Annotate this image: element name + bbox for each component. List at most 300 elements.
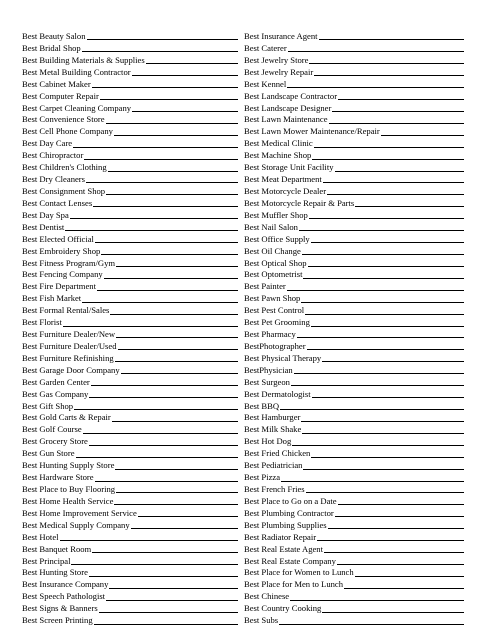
write-in-line[interactable]	[114, 135, 238, 136]
ballot-entry	[22, 67, 238, 79]
ballot-entry	[22, 293, 238, 305]
category-label: Best Hotel	[22, 531, 59, 542]
write-in-line[interactable]	[322, 361, 464, 362]
write-in-line[interactable]	[303, 278, 464, 279]
write-in-line[interactable]	[311, 326, 464, 327]
category-label: Best Optometrist	[244, 269, 303, 280]
category-label: Best Insurance Agent	[244, 30, 318, 41]
category-label: Best Motorcycle Dealer	[244, 185, 327, 196]
right-ballot-column	[244, 31, 464, 627]
write-in-line[interactable]	[95, 481, 238, 482]
ballot-entry	[244, 174, 464, 186]
category-label: Best Pawn Shop	[244, 293, 301, 304]
ballot-entry	[244, 532, 464, 544]
ballot-entry	[22, 138, 238, 150]
category-label: Best Medical Supply Company	[22, 519, 130, 530]
category-label: Best Fish Market	[22, 293, 82, 304]
ballot-entry	[22, 43, 238, 55]
write-in-line[interactable]	[82, 302, 238, 303]
write-in-line[interactable]	[146, 63, 238, 64]
ballot-entry	[244, 544, 464, 556]
write-in-line[interactable]	[92, 552, 238, 553]
ballot-entry	[244, 186, 464, 198]
ballot-entry	[22, 222, 238, 234]
left-ballot-column	[22, 31, 238, 627]
write-in-line[interactable]	[138, 516, 238, 517]
write-in-line[interactable]	[132, 111, 238, 112]
write-in-line[interactable]	[287, 87, 464, 88]
category-label: Best Jewelry Store	[244, 54, 309, 65]
write-in-line[interactable]	[114, 504, 238, 505]
category-label: Best Jewelry Repair	[244, 66, 314, 77]
ballot-entry	[22, 484, 238, 496]
write-in-line[interactable]	[332, 111, 464, 112]
category-label: Best Furniture Dealer/Used	[22, 340, 117, 351]
category-label: Best Building Materials & Supplies	[22, 54, 145, 65]
write-in-line[interactable]	[287, 290, 464, 291]
category-label: Best BBQ	[244, 400, 280, 411]
write-in-line[interactable]	[322, 612, 464, 613]
ballot-entry	[244, 198, 464, 210]
category-label: Best Home Improvement Service	[22, 507, 137, 518]
category-label: Best Nail Salon	[244, 221, 298, 232]
ballot-entry	[244, 436, 464, 448]
ballot-entry	[244, 317, 464, 329]
write-in-line[interactable]	[74, 409, 238, 410]
category-label: Best Home Health Service	[22, 495, 114, 506]
write-in-line[interactable]	[92, 87, 238, 88]
write-in-line[interactable]	[279, 624, 464, 625]
category-label: Best Hamburger	[244, 412, 301, 423]
write-in-line[interactable]	[301, 421, 464, 422]
ballot-entry	[244, 472, 464, 484]
write-in-line[interactable]	[319, 39, 464, 40]
write-in-line[interactable]	[115, 361, 238, 362]
ballot-entry	[244, 413, 464, 425]
category-label: Best Plumbing Supplies	[244, 519, 327, 530]
write-in-line[interactable]	[292, 445, 464, 446]
ballot-entry	[22, 353, 238, 365]
write-in-line[interactable]	[121, 373, 238, 374]
category-label: Best Gas Company	[22, 388, 89, 399]
category-label: Best Beauty Salon	[22, 30, 86, 41]
category-label: Best Dentist	[22, 221, 65, 232]
category-label: Best Caterer	[244, 42, 287, 53]
write-in-line[interactable]	[311, 242, 464, 243]
category-label: Best Hunting Supply Store	[22, 460, 115, 471]
ballot-entry	[22, 401, 238, 413]
category-label: Best Computer Repair	[22, 90, 99, 101]
category-label: Best Grocery Store	[22, 436, 88, 447]
category-label: Best Contact Lenses	[22, 197, 93, 208]
category-label: Best French Fries	[244, 484, 305, 495]
ballot-entry	[244, 579, 464, 591]
write-in-line[interactable]	[338, 504, 464, 505]
category-label: Best Pharmacy	[244, 329, 296, 340]
write-in-line[interactable]	[76, 457, 238, 458]
write-in-line[interactable]	[93, 206, 238, 207]
write-in-line[interactable]	[116, 337, 238, 338]
ballot-entry	[244, 91, 464, 103]
write-in-line[interactable]	[95, 242, 238, 243]
write-in-line[interactable]	[118, 349, 238, 350]
ballot-entry	[22, 269, 238, 281]
ballot-entry	[22, 55, 238, 67]
write-in-line[interactable]	[82, 51, 238, 52]
category-label: Best Painter	[244, 281, 286, 292]
category-label: Best Landscape Contractor	[244, 90, 338, 101]
category-label: Best Hardware Store	[22, 472, 94, 483]
category-label: Best Chinese	[244, 591, 290, 602]
ballot-entry	[244, 615, 464, 627]
category-label: Best Florist	[22, 317, 62, 328]
write-in-line[interactable]	[280, 409, 464, 410]
write-in-line[interactable]	[91, 385, 238, 386]
write-in-line[interactable]	[110, 314, 238, 315]
category-label: Best Pest Control	[244, 305, 305, 316]
category-label: Best Place to Go on a Date	[244, 495, 337, 506]
write-in-line[interactable]	[89, 445, 238, 446]
category-label: Best Subs	[244, 615, 279, 626]
category-label: Best Machine Shop	[244, 150, 312, 161]
ballot-entry	[244, 567, 464, 579]
write-in-line[interactable]	[303, 469, 464, 470]
ballot-entry	[22, 460, 238, 472]
category-label: Best Meat Department	[244, 174, 322, 185]
ballot-entry	[22, 389, 238, 401]
write-in-line[interactable]	[100, 99, 238, 100]
ballot-entry	[244, 389, 464, 401]
write-in-line[interactable]	[324, 552, 464, 553]
ballot-entry	[22, 329, 238, 341]
category-label: Best Bridal Shop	[22, 42, 81, 53]
write-in-line[interactable]	[86, 182, 238, 183]
write-in-line[interactable]	[328, 528, 464, 529]
ballot-entry	[22, 377, 238, 389]
category-label: Best Garden Center	[22, 376, 90, 387]
ballot-entry	[244, 162, 464, 174]
write-in-line[interactable]	[311, 457, 464, 458]
ballot-entry	[22, 258, 238, 270]
ballot-entry	[244, 43, 464, 55]
ballot-entry	[22, 472, 238, 484]
write-in-line[interactable]	[294, 373, 464, 374]
ballot-entry	[244, 448, 464, 460]
write-in-line[interactable]	[60, 540, 238, 541]
write-in-line[interactable]	[355, 206, 464, 207]
ballot-entry	[244, 591, 464, 603]
category-label: Best Fencing Company	[22, 269, 103, 280]
ballot-entry	[244, 329, 464, 341]
ballot-entry	[22, 615, 238, 627]
write-in-line[interactable]	[329, 123, 464, 124]
write-in-line[interactable]	[94, 624, 238, 625]
ballot-entry	[22, 174, 238, 186]
ballot-entry	[22, 520, 238, 532]
write-in-line[interactable]	[317, 540, 464, 541]
write-in-line[interactable]	[115, 469, 238, 470]
write-in-line[interactable]	[97, 290, 238, 291]
write-in-line[interactable]	[106, 194, 238, 195]
ballot-entry	[244, 55, 464, 67]
ballot-entry	[244, 258, 464, 270]
ballot-entry	[22, 317, 238, 329]
write-in-line[interactable]	[308, 266, 464, 267]
ballot-entry	[244, 401, 464, 413]
category-label: Best Consignment Shop	[22, 185, 106, 196]
write-in-line[interactable]	[87, 39, 239, 40]
category-label: Best Dry Cleaners	[22, 174, 86, 185]
ballot-entry	[244, 305, 464, 317]
ballot-entry	[244, 210, 464, 222]
ballot-entry	[244, 484, 464, 496]
ballot-entry	[22, 341, 238, 353]
ballot-entry	[244, 424, 464, 436]
category-label: Best Furniture Dealer/New	[22, 329, 116, 340]
ballot-entry	[244, 496, 464, 508]
write-in-line[interactable]	[112, 421, 238, 422]
ballot-entry	[244, 377, 464, 389]
category-label: Best Chiropractor	[22, 150, 84, 161]
ballot-entry	[22, 103, 238, 115]
write-in-line[interactable]	[89, 397, 238, 398]
write-in-line[interactable]	[338, 99, 464, 100]
ballot-entry	[244, 460, 464, 472]
category-label: Best Lawn Maintenance	[244, 114, 328, 125]
ballot-entry	[22, 162, 238, 174]
ballot-entry	[22, 126, 238, 138]
ballot-entry	[22, 603, 238, 615]
write-in-line[interactable]	[307, 349, 464, 350]
write-in-line[interactable]	[312, 397, 464, 398]
ballot-entry	[22, 150, 238, 162]
ballot-entry	[244, 150, 464, 162]
category-label: Best Place for Men to Lunch	[244, 579, 344, 590]
ballot-entry	[22, 365, 238, 377]
write-in-line[interactable]	[108, 171, 238, 172]
ballot-entry	[244, 341, 464, 353]
category-label: Best Hot Dog	[244, 436, 292, 447]
category-label: Best Dermatologist	[244, 388, 311, 399]
category-label: Best Muffler Shop	[244, 209, 308, 220]
write-in-line[interactable]	[291, 385, 464, 386]
category-label: Best Real Estate Company	[244, 555, 336, 566]
category-label: Best Gift Shop	[22, 400, 74, 411]
write-in-line[interactable]	[323, 182, 464, 183]
category-label: Best Day Care	[22, 138, 73, 149]
write-in-line[interactable]	[73, 147, 238, 148]
category-label: Best Gun Store	[22, 448, 75, 459]
ballot-entry	[22, 556, 238, 568]
category-label: Best Lawn Mower Maintenance/Repair	[244, 126, 380, 137]
ballot-entry	[244, 293, 464, 305]
category-label: Best Place to Buy Flooring	[22, 484, 116, 495]
write-in-line[interactable]	[116, 492, 238, 493]
ballot-entry	[22, 234, 238, 246]
ballot-entry	[244, 603, 464, 615]
category-label: Best Cabinet Maker	[22, 78, 91, 89]
write-in-line[interactable]	[83, 433, 238, 434]
ballot-entry	[22, 448, 238, 460]
write-in-line[interactable]	[301, 302, 464, 303]
category-label: Best Fire Department	[22, 281, 96, 292]
write-in-line[interactable]	[70, 218, 238, 219]
category-label: Best Medical Clinic	[244, 138, 313, 149]
write-in-line[interactable]	[63, 326, 238, 327]
category-label: Best Day Spa	[22, 209, 69, 220]
ballot-entry	[22, 496, 238, 508]
category-label: Best Gold Carts & Repair	[22, 412, 111, 423]
category-label: Best Real Estate Agent	[244, 543, 323, 554]
write-in-line[interactable]	[337, 564, 464, 565]
category-label: BestPhysician	[244, 364, 293, 375]
write-in-line[interactable]	[302, 433, 464, 434]
category-label: Best Speech Pathologist	[22, 591, 106, 602]
write-in-line[interactable]	[335, 171, 464, 172]
ballot-entry	[244, 67, 464, 79]
ballot-entry	[244, 556, 464, 568]
write-in-line[interactable]	[281, 481, 464, 482]
write-in-line[interactable]	[335, 516, 464, 517]
write-in-line[interactable]	[305, 314, 464, 315]
ballot-entry	[22, 591, 238, 603]
ballot-entry	[22, 305, 238, 317]
category-label: Best Signs & Banners	[22, 603, 98, 614]
category-label: Best Metal Building Contractor	[22, 66, 131, 77]
category-label: Best Formal Rental/Sales	[22, 305, 110, 316]
category-label: Best Country Cooking	[244, 603, 322, 614]
ballot-entry	[22, 544, 238, 556]
write-in-line[interactable]	[297, 337, 464, 338]
ballot-entry	[22, 198, 238, 210]
category-label: BestPhotographer	[244, 340, 306, 351]
ballot-entry	[22, 91, 238, 103]
ballot-entry	[22, 186, 238, 198]
category-label: Best Principal	[22, 555, 71, 566]
ballot-entry	[22, 281, 238, 293]
ballot-entry	[244, 31, 464, 43]
write-in-line[interactable]	[99, 612, 238, 613]
category-label: Best Motorcycle Repair & Parts	[244, 197, 355, 208]
write-in-line[interactable]	[314, 75, 464, 76]
ballot-entry	[244, 508, 464, 520]
write-in-line[interactable]	[288, 51, 464, 52]
write-in-line[interactable]	[132, 75, 238, 76]
ballot-entry	[22, 413, 238, 425]
category-label: Best Milk Shake	[244, 424, 302, 435]
ballot-entry	[244, 126, 464, 138]
category-label: Best Hunting Store	[22, 567, 88, 578]
ballot-entry	[22, 567, 238, 579]
write-in-line[interactable]	[290, 600, 464, 601]
category-label: Best Cell Phone Company	[22, 126, 113, 137]
write-in-line[interactable]	[104, 278, 238, 279]
write-in-line[interactable]	[71, 564, 238, 565]
write-in-line[interactable]	[314, 147, 464, 148]
write-in-line[interactable]	[299, 230, 464, 231]
write-in-line[interactable]	[101, 254, 238, 255]
ballot-entry	[244, 234, 464, 246]
write-in-line[interactable]	[89, 576, 238, 577]
category-label: Best Radiator Repair	[244, 531, 317, 542]
category-label: Best Storage Unit Facility	[244, 162, 334, 173]
category-label: Best Physical Therapy	[244, 352, 322, 363]
ballot-entry	[22, 246, 238, 258]
ballot-entry	[244, 222, 464, 234]
ballot-entry	[244, 103, 464, 115]
write-in-line[interactable]	[131, 528, 238, 529]
ballot-entry	[22, 508, 238, 520]
category-label: Best Screen Printing	[22, 615, 93, 626]
category-label: Best Convenience Store	[22, 114, 105, 125]
category-label: Best Garage Door Company	[22, 364, 120, 375]
write-in-line[interactable]	[106, 123, 238, 124]
ballot-entry	[22, 79, 238, 91]
ballot-entry	[244, 365, 464, 377]
category-label: Best Elected Official	[22, 233, 94, 244]
category-label: Best Embroidery Shop	[22, 245, 101, 256]
write-in-line[interactable]	[116, 266, 238, 267]
write-in-line[interactable]	[109, 588, 238, 589]
category-label: Best Oil Change	[244, 245, 301, 256]
ballot-entry	[244, 353, 464, 365]
category-label: Best Surgeon	[244, 376, 290, 387]
write-in-line[interactable]	[327, 194, 464, 195]
category-label: Best Landscape Designer	[244, 102, 332, 113]
category-label: Best Carpet Cleaning Company	[22, 102, 132, 113]
category-label: Best Place for Women to Lunch	[244, 567, 354, 578]
write-in-line[interactable]	[306, 492, 464, 493]
category-label: Best Insurance Company	[22, 579, 109, 590]
write-in-line[interactable]	[381, 135, 464, 136]
write-in-line[interactable]	[344, 588, 464, 589]
ballot-entry	[22, 210, 238, 222]
ballot-entry	[244, 269, 464, 281]
write-in-line[interactable]	[355, 576, 464, 577]
ballot-entry	[22, 424, 238, 436]
ballot-entry	[244, 114, 464, 126]
write-in-line[interactable]	[106, 600, 238, 601]
category-label: Best Banquet Room	[22, 543, 92, 554]
ballot-entry	[244, 79, 464, 91]
category-label: Best Fitness Program/Gym	[22, 257, 116, 268]
write-in-line[interactable]	[309, 218, 464, 219]
category-label: Best Office Supply	[244, 233, 310, 244]
ballot-entry	[22, 579, 238, 591]
write-in-line[interactable]	[65, 230, 238, 231]
write-in-line[interactable]	[309, 63, 464, 64]
write-in-line[interactable]	[84, 159, 238, 160]
category-label: Best Pizza	[244, 472, 281, 483]
write-in-line[interactable]	[302, 254, 464, 255]
category-label: Best Children's Clothing	[22, 162, 107, 173]
category-label: Best Fried Chicken	[244, 448, 311, 459]
ballot-entry	[244, 138, 464, 150]
ballot-entry	[22, 31, 238, 43]
ballot-entry	[22, 114, 238, 126]
ballot-entry	[244, 281, 464, 293]
category-label: Best Plumbing Contractor	[244, 507, 334, 518]
category-label: Best Kennel	[244, 78, 287, 89]
ballot-entry	[22, 532, 238, 544]
category-label: Best Golf Course	[22, 424, 82, 435]
category-label: Best Pediatrician	[244, 460, 303, 471]
category-label: Best Pet Grooming	[244, 317, 310, 328]
write-in-line[interactable]	[312, 159, 464, 160]
ballot-entry	[244, 246, 464, 258]
ballot-entry	[22, 436, 238, 448]
ballot-entry	[244, 520, 464, 532]
